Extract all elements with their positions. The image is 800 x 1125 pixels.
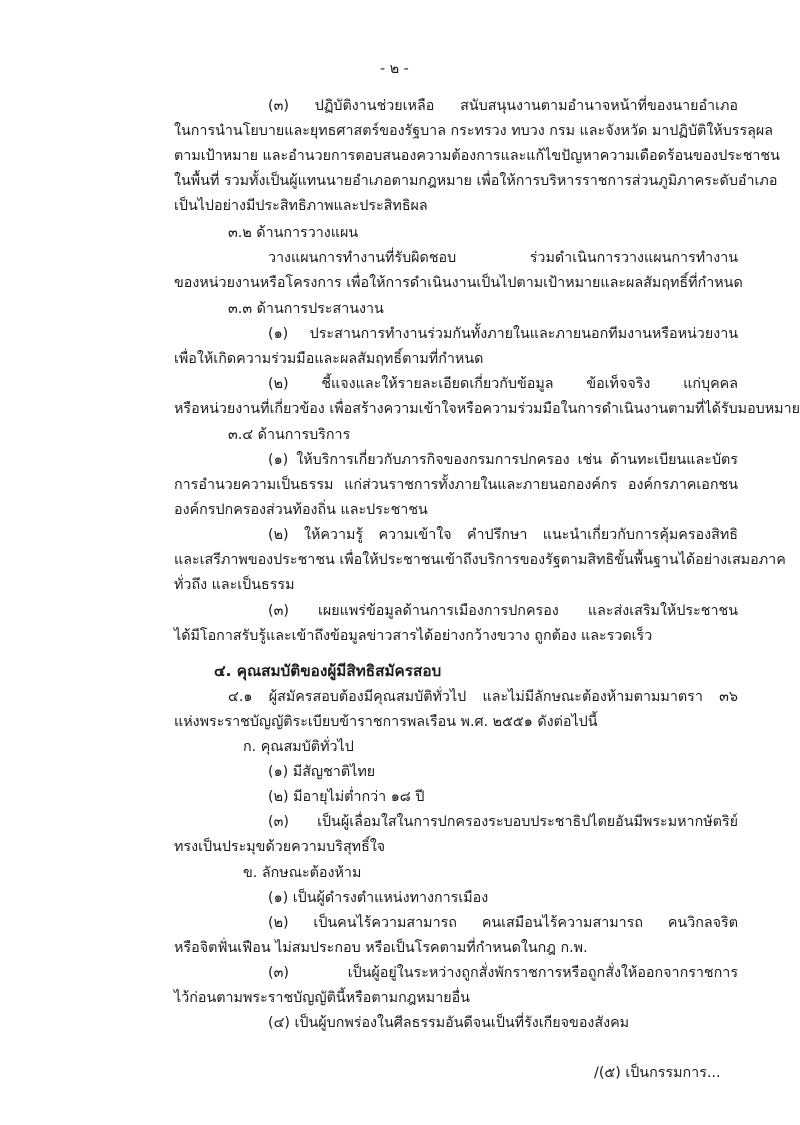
section-3-4-line-4: (๒) ให้ความรู้ ความเข้าใจ คำปรึกษา แนะนำเกี่ยวกับการคุ้มครองสิทธิ (268, 527, 738, 543)
general-qualification-2: (๒) มีอายุไม่ต่ำกว่า ๑๘ ปี (268, 789, 425, 805)
section-3-4-line-7: (๓) เผยแพร่ข้อมูลด้านการเมืองการปกครอง และส่งเสริมให้ประชาชน (268, 603, 738, 619)
general-qualification-1: (๑) มีสัญชาติไทย (268, 764, 376, 780)
prohibited-1: (๑) เป็นผู้ดำรงตำแหน่งทางการเมือง (268, 890, 489, 906)
prohibited-characteristics-heading: ข. ลักษณะต้องห้าม (243, 865, 362, 881)
section-3-4-line-8: ได้มีโอกาสรับรู้และเข้าถึงข้อมูลข่าวสารได้อย่างกว้างขวาง ถูกต้อง และรวดเร็ว (174, 628, 653, 644)
section-4-1-line-2: แห่งพระราชบัญญัติระเบียบข้าราชการพลเรือน พ.ศ. ๒๕๕๑ ดังต่อไปนี้ (174, 714, 598, 730)
general-qualification-3-line-1: (๓) เป็นผู้เลื่อมใสในการปกครองระบอบประชาธิปไตยอันมีพระมหากษัตริย์ (268, 814, 738, 830)
item-3-1-3-line-3: ตามเป้าหมาย และอำนวยการตอบสนองความต้องการและแก้ไขปัญหาความเดือดร้อนของประชาชน (174, 148, 780, 164)
prohibited-4: (๔) เป็นผู้บกพร่องในศีลธรรมอันดีจนเป็นที่รังเกียจของสังคม (268, 1015, 630, 1031)
section-3-3-line-1: (๑) ประสานการทำงานร่วมกันทั้งภายในและภายนอกทีมงานหรือหน่วยงาน (268, 326, 738, 342)
item-3-1-3-line-1: (๓) ปฏิบัติงานช่วยเหลือ สนับสนุนงานตามอำนาจหน้าที่ของนายอำเภอ (268, 98, 738, 114)
section-4-heading: ๔. คุณสมบัติของผู้มีสิทธิสมัครสอบ (214, 662, 442, 680)
general-qualification-3-line-2: ทรงเป็นประมุขด้วยความบริสุทธิ์ใจ (174, 839, 386, 855)
section-3-2-heading: ๓.๒ ด้านการวางแผน (228, 225, 359, 241)
section-3-3-line-4: หรือหน่วยงานที่เกี่ยวข้อง เพื่อสร้างความเข้าใจหรือความร่วมมือในการดำเนินงานตามที่ได้รับมอบหมาย (174, 401, 800, 417)
section-3-2-line-2: ของหน่วยงานหรือโครงการ เพื่อให้การดำเนินงานเป็นไปตามเป้าหมายและผลสัมฤทธิ์ที่กำหนด (174, 275, 743, 291)
section-3-4-heading: ๓.๔ ด้านการบริการ (228, 427, 351, 443)
section-3-4-line-2: การอำนวยความเป็นธรรม แก่ส่วนราชการทั้งภายในและภายนอกองค์กร องค์กรภาคเอกชน (174, 477, 738, 493)
section-4-1-line-1: ๔.๑ ผู้สมัครสอบต้องมีคุณสมบัติทั่วไป และไม่มีลักษณะต้องห้ามตามมาตรา ๓๖ (228, 689, 738, 705)
prohibited-2-line-2: หรือจิตฟั่นเฟือน ไม่สมประกอบ หรือเป็นโรคตามที่กำหนดในกฎ ก.พ. (174, 940, 588, 956)
item-3-1-3-line-4: ในพื้นที่ รวมทั้งเป็นผู้แทนนายอำเภอตามกฎหมาย เพื่อให้การบริหารราชการส่วนภูมิภาคระดับอำเภอ (174, 173, 778, 189)
section-3-3-heading: ๓.๓ ด้านการประสานงาน (228, 301, 384, 317)
section-3-3-line-3: (๒) ชี้แจงและให้รายละเอียดเกี่ยวกับข้อมูล ข้อเท็จจริง แก่บุคคล (268, 376, 738, 392)
section-3-3-line-2: เพื่อให้เกิดความร่วมมือและผลสัมฤทธิ์ตามที่กำหนด (174, 351, 484, 367)
section-3-4-line-3: องค์กรปกครองส่วนท้องถิ่น และประชาชน (174, 502, 428, 518)
page-number: - ๒ - (380, 61, 409, 77)
item-3-1-3-line-5: เป็นไปอย่างมีประสิทธิภาพและประสิทธิผล (174, 198, 428, 214)
section-3-4-line-1: (๑) ให้บริการเกี่ยวกับภารกิจของกรมการปกครอง เช่น ด้านทะเบียนและบัตร (268, 452, 738, 468)
footer-continuation: /(๕) เป็นกรรมการ... (594, 1065, 721, 1081)
prohibited-3-line-1: (๓) เป็นผู้อยู่ในระหว่างถูกสั่งพักราชการหรือถูกสั่งให้ออกจากราชการ (268, 965, 738, 981)
section-3-4-line-5: และเสรีภาพของประชาชน เพื่อให้ประชาชนเข้าถึงบริการของรัฐตามสิทธิขั้นพื้นฐานได้อย่างเสมอภาค (174, 552, 786, 568)
item-3-1-3-line-2: ในการนำนโยบายและยุทธศาสตร์ของรัฐบาล กระทรวง ทบวง กรม และจังหวัด มาปฏิบัติให้บรรลุผล (174, 123, 774, 139)
prohibited-3-line-2: ไว้ก่อนตามพระราชบัญญัตินี้หรือตามกฎหมายอื่น (174, 990, 470, 1006)
section-3-4-line-6: ทั่วถึง และเป็นธรรม (174, 577, 295, 593)
section-3-2-line-1: วางแผนการทำงานที่รับผิดชอบ ร่วมดำเนินการวางแผนการทำงาน (268, 250, 738, 266)
prohibited-2-line-1: (๒) เป็นคนไร้ความสามารถ คนเสมือนไร้ความสามารถ คนวิกลจริต (268, 915, 738, 931)
general-qualifications-heading: ก. คุณสมบัติทั่วไป (243, 739, 354, 755)
